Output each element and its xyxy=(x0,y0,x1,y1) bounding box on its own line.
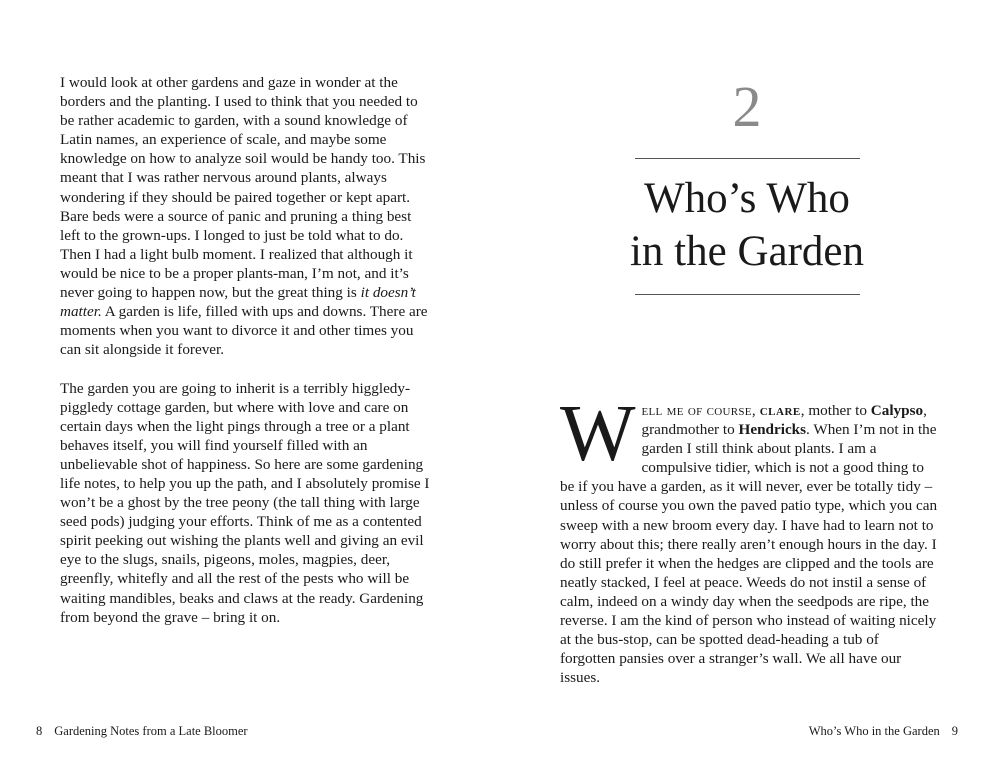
chapter-rule-top xyxy=(635,158,860,159)
chapter-title xyxy=(498,172,996,278)
name-calypso: Calypso xyxy=(870,402,924,419)
chapter-title-line-2: in the Garden xyxy=(629,228,865,275)
left-page-body xyxy=(60,73,432,627)
paragraph-text: A garden is life, filled with ups and downs. There are moments when you want to divorce it and other times you can sit alongside it forever. xyxy=(60,303,428,359)
chapter-opening-paragraph xyxy=(560,390,938,687)
right-folio xyxy=(809,722,958,740)
paragraph-text: , mother to xyxy=(800,402,871,419)
chapter-title-line-1: Who’s Who xyxy=(644,175,850,222)
chapter-number: 2 xyxy=(732,74,762,139)
body-paragraph-2: The garden you are going to inherit is a terribly higgledy-piggledy cottage garden, but where with love and care on certain days when the light pings through a tree or a plant behaves itself, you will find yourself filled with an unbelievable shot of happiness. So here are some gardening life notes, to help you up the path, and I absolutely promise I won’t be a ghost by the tree peony (the tall thing with large seed pods) judging your efforts. Think of me as a contented spirit peeking out wishing the plants well and giving an evil eye to the slugs, snails, pigeons, moles, magpies, deer, greenfly, whitefly and all the rest of the pests who will be waiting mandibles, beaks and claws at the ready. Gardening from beyond the grave – bring it on. xyxy=(60,379,430,626)
paragraph-text: . When I’m not in the garden I still think about plants. I am a compulsive tidier, which is not a good thing to be if you have a garden, as it will never, ever be totally tidy – unless of course you own the paved patio type, which you can sweep with a new broom every day. I have had to learn not to worry about this; there really aren’t enough hours in the day. I do still prefer it when the hedges are clipped and the tools are neatly stacked, I feel at peace. Weeds do not instil a sense of calm, indeed on a windy day when the seedpods are ripe, the reverse. I am the kind of person who instead of waiting nicely at the bus-stop, can be spotted dead-heading a tub of forgotten pansies over a stranger’s wall. We all have our issues. xyxy=(560,421,938,687)
page-number: 9 xyxy=(951,724,958,738)
body-paragraph-1 xyxy=(60,73,432,359)
right-page xyxy=(498,0,996,763)
running-head: Gardening Notes from a Late Bloomer xyxy=(54,724,248,738)
name-clare: clare xyxy=(759,402,801,419)
running-head: Who’s Who in the Garden xyxy=(808,724,940,738)
drop-cap: W xyxy=(560,390,636,478)
name-hendricks: Hendricks xyxy=(738,421,807,439)
emphasis-text: it doesn’t matter. xyxy=(60,284,416,321)
left-folio xyxy=(36,722,248,740)
page-number: 8 xyxy=(36,724,43,738)
chapter-rule-bottom xyxy=(635,294,860,295)
paragraph-text: , grandmother to xyxy=(641,402,927,439)
paragraph-text: I would look at other gardens and gaze in wonder at the borders and the planting. I used to think that you needed to be rather academic to garden, with a sound knowledge of Latin names, an experience of scale, and maybe some knowledge on how to analyze soil would be handy too. This meant that I was rather nervous around plants, always wondering if they should be paired together or kept apart. Bare beds were a source of panic and pruning a thing best left to the grown-ups. I longed to just be told what to do. Then I had a light bulb moment. I realized that although it would be nice to be a proper plants-man, I’m not, and it’s never going to happen now, but the great thing is xyxy=(60,74,426,302)
lead-in-text: ell me of course, xyxy=(641,402,756,419)
